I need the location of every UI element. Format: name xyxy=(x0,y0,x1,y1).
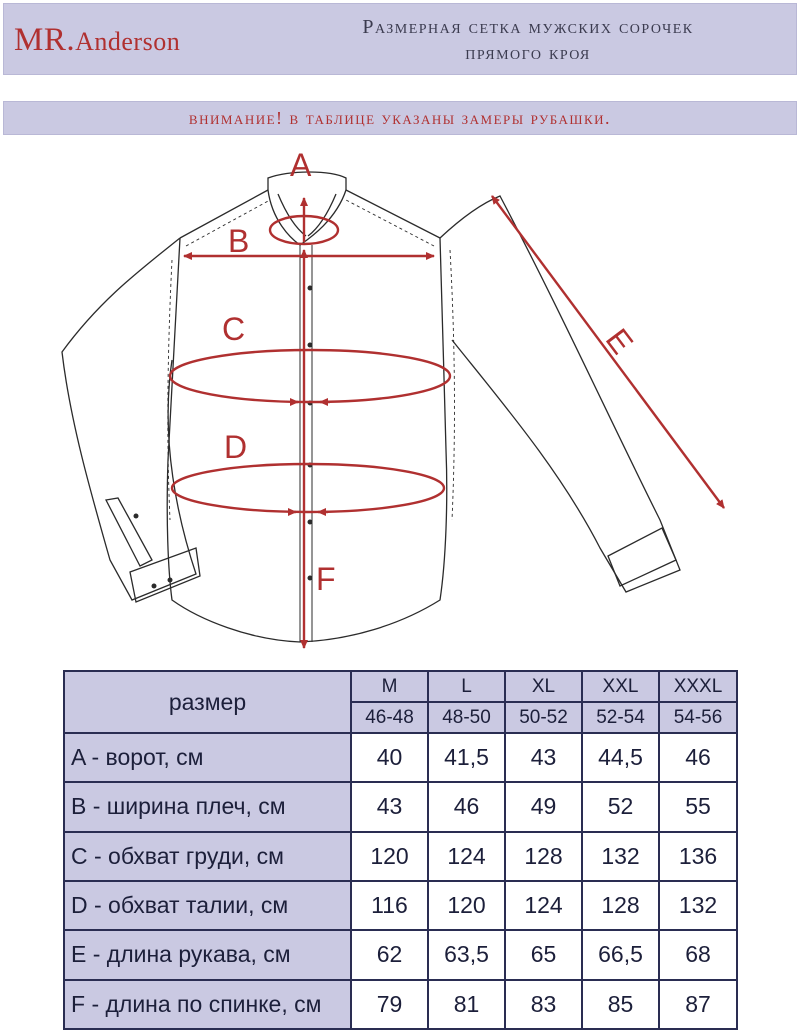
table-cell: 62 xyxy=(351,930,428,979)
table-cell: 120 xyxy=(428,881,505,930)
size-range: 54-56 xyxy=(659,702,737,733)
table-cell: 63,5 xyxy=(428,930,505,979)
table-cell: 124 xyxy=(428,832,505,881)
size-letter: XXXL xyxy=(659,671,737,702)
size-range: 46-48 xyxy=(351,702,428,733)
size-range: 48-50 xyxy=(428,702,505,733)
measure-lines xyxy=(170,196,724,648)
table-cell: 79 xyxy=(351,980,428,1029)
table-cell: 49 xyxy=(505,782,582,831)
table-cell: 46 xyxy=(659,733,737,782)
table-cell: 124 xyxy=(505,881,582,930)
brand-rest: Anderson xyxy=(75,27,181,56)
table-cell: 132 xyxy=(582,832,659,881)
size-table xyxy=(63,670,738,1030)
table-cell: 81 xyxy=(428,980,505,1029)
table-row xyxy=(64,980,737,1029)
table-cell: 87 xyxy=(659,980,737,1029)
table-row xyxy=(64,832,737,881)
table-cell: 43 xyxy=(505,733,582,782)
label-b: B xyxy=(228,223,250,259)
brand-logo xyxy=(14,22,180,59)
table-cell: 120 xyxy=(351,832,428,881)
table-cell: 136 xyxy=(659,832,737,881)
table-cell: 41,5 xyxy=(428,733,505,782)
header-label: размер xyxy=(64,671,351,733)
shirt-diagram xyxy=(0,140,800,660)
row-label: E - длина рукава, см xyxy=(64,930,351,979)
size-letters-row xyxy=(64,671,737,702)
size-range: 52-54 xyxy=(582,702,659,733)
label-f: F xyxy=(316,561,336,597)
label-d: D xyxy=(224,429,248,465)
table-cell: 40 xyxy=(351,733,428,782)
table-row xyxy=(64,881,737,930)
title-line-1: Размерная сетка мужских сорочек xyxy=(362,16,694,38)
table-cell: 55 xyxy=(659,782,737,831)
table-cell: 65 xyxy=(505,930,582,979)
brand-main: MR. xyxy=(14,22,76,58)
row-label: A - ворот, см xyxy=(64,733,351,782)
table-cell: 83 xyxy=(505,980,582,1029)
waist-measure xyxy=(172,464,444,512)
label-c: C xyxy=(222,311,246,347)
label-a: A xyxy=(290,147,312,183)
table-row xyxy=(64,733,737,782)
table-cell: 128 xyxy=(582,881,659,930)
table-cell: 66,5 xyxy=(582,930,659,979)
table-row xyxy=(64,930,737,979)
shirt-outline xyxy=(62,172,680,642)
table-cell: 85 xyxy=(582,980,659,1029)
table-cell: 44,5 xyxy=(582,733,659,782)
row-label: C - обхват груди, см xyxy=(64,832,351,881)
size-letter: XL xyxy=(505,671,582,702)
size-letter: L xyxy=(428,671,505,702)
chest-measure xyxy=(170,350,450,402)
page-title xyxy=(272,14,784,66)
size-letter: M xyxy=(351,671,428,702)
header-banner xyxy=(3,3,797,75)
table-cell: 128 xyxy=(505,832,582,881)
row-label: B - ширина плеч, см xyxy=(64,782,351,831)
table-cell: 116 xyxy=(351,881,428,930)
row-label: F - длина по спинке, см xyxy=(64,980,351,1029)
title-line-2: прямого кроя xyxy=(465,42,591,64)
table-cell: 132 xyxy=(659,881,737,930)
label-e: E xyxy=(598,321,641,361)
table-cell: 68 xyxy=(659,930,737,979)
warning-banner: внимание! в таблице указаны замеры рубашки. xyxy=(3,101,797,135)
table-cell: 46 xyxy=(428,782,505,831)
table-cell: 43 xyxy=(351,782,428,831)
size-letter: XXL xyxy=(582,671,659,702)
row-label: D - обхват талии, см xyxy=(64,881,351,930)
table-cell: 52 xyxy=(582,782,659,831)
size-range: 50-52 xyxy=(505,702,582,733)
table-row xyxy=(64,782,737,831)
